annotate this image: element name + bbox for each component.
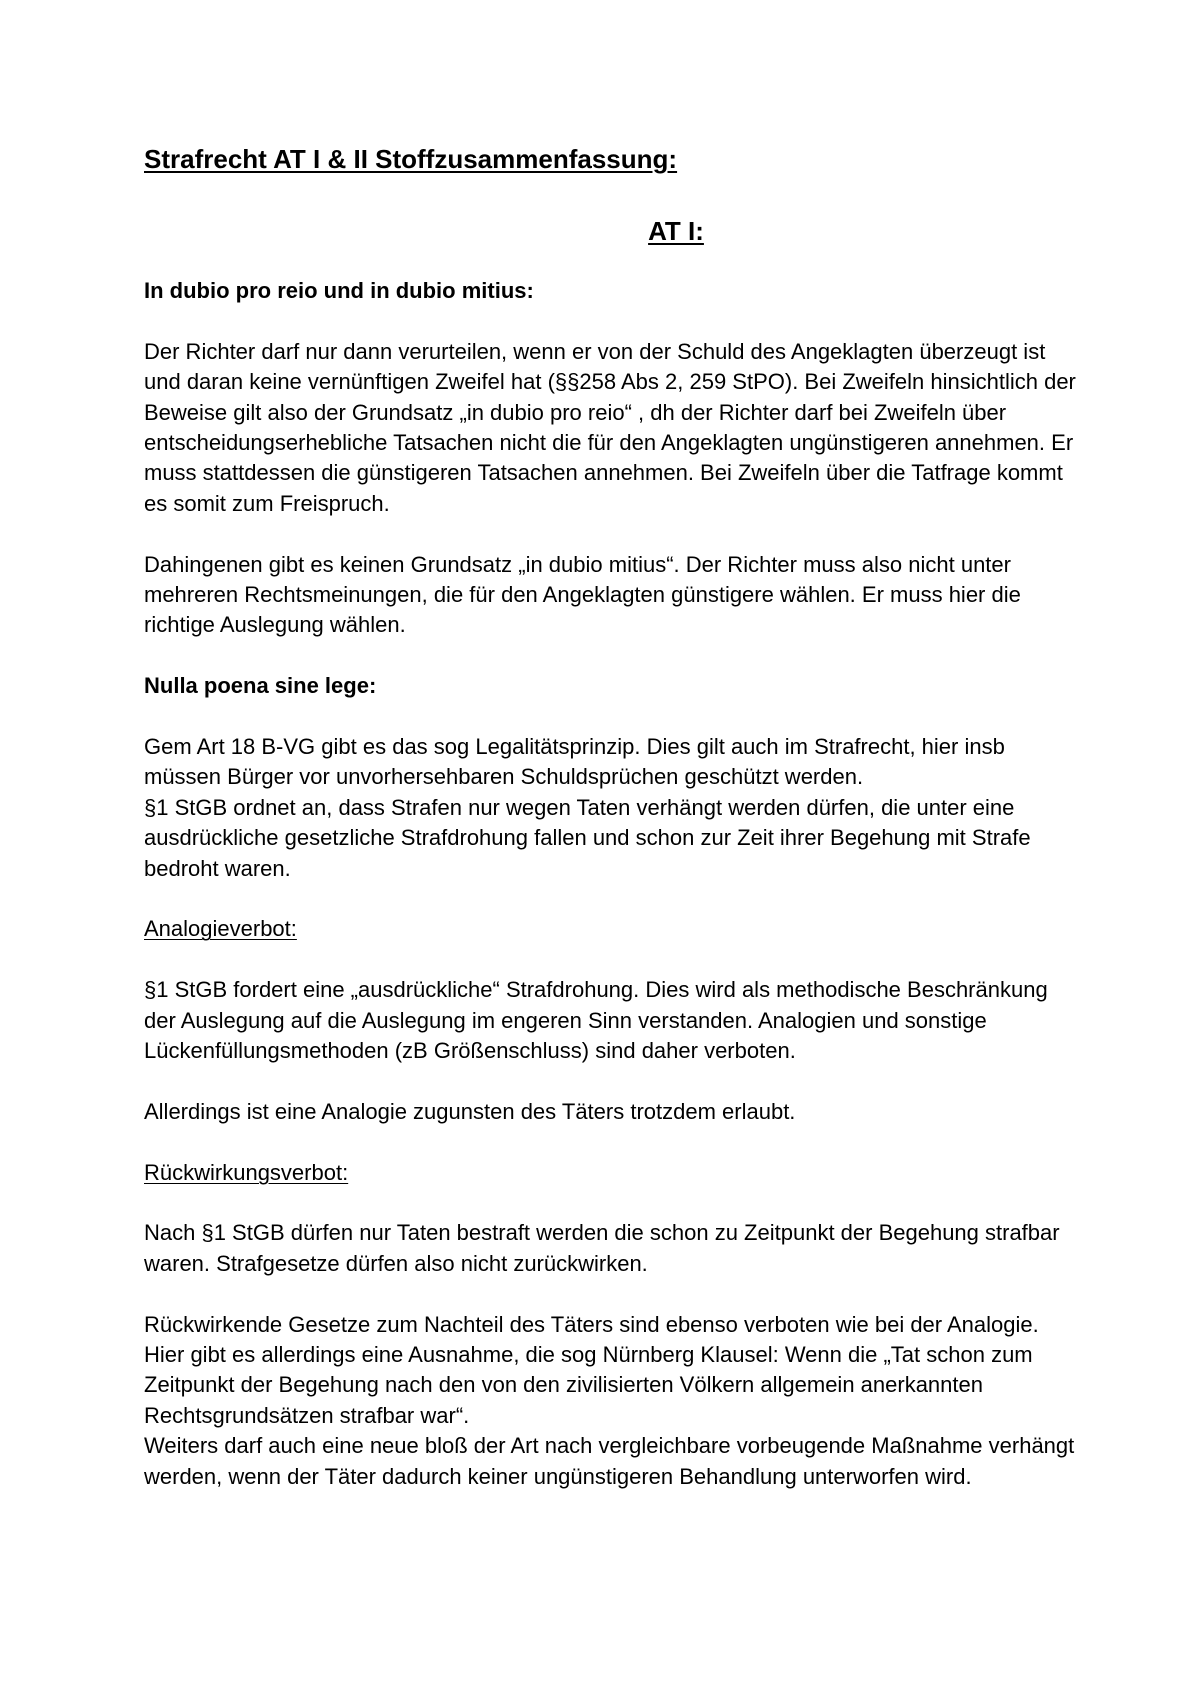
paragraph-richter-verurteilen: Der Richter darf nur dann verurteilen, wenn er von der Schuld des Angeklagten überzeugt ist und daran keine vernünftigen Zweifel hat (§§258 Abs 2, 259 StPO). Bei Zweifeln hinsichtlich der Beweise gilt also der Grundsatz „in dubio pro reio“ , dh der Richter darf bei Zweifeln über entscheidungserhebliche Tatsachen nicht die für den Angeklagten ungünstigeren annehmen. Er muss stattdessen die günstigeren Tatsachen annehmen. Bei Zweifeln über die Tatfrage kommt es somit zum Freispruch.	[144, 338, 1076, 516]
paragraph-analogie-zugunsten: Allerdings ist eine Analogie zugunsten des Täters trotzdem erlaubt.	[144, 1098, 796, 1124]
paragraph-legalitaetsprinzip: Gem Art 18 B-VG gibt es das sog Legalitätsprinzip. Dies gilt auch im Strafrecht, hier insb müssen Bürger vor unvorhersehbaren Schuldsprüchen geschützt werden.	[144, 734, 1005, 790]
paragraph-stgb-1: §1 StGB ordnet an, dass Strafen nur wegen Taten verhängt werden dürfen, die unter eine ausdrückliche gesetzliche Strafdrohung fallen und schon zur Zeit ihrer Begehung mit Strafe bedroht waren.	[144, 794, 1031, 881]
paragraph-nach-stgb-1: Nach §1 StGB dürfen nur Taten bestraft werden die schon zu Zeitpunkt der Begehung strafbar waren. Strafgesetze dürfen also nicht zurückwirken.	[144, 1220, 1060, 1276]
document-title: Strafrecht AT I & II Stoffzusammenfassung:	[144, 144, 678, 174]
paragraph-in-dubio-mitius: Dahingenen gibt es keinen Grundsatz „in dubio mitius“. Der Richter muss also nicht unter mehreren Rechtsmeinungen, die für den Angeklagten günstigere wählen. Er muss hier die richtige Auslegung wählen.	[144, 551, 1021, 638]
heading-nulla-poena: Nulla poena sine lege:	[144, 673, 377, 699]
subheading-rueckwirkungsverbot: Rückwirkungsverbot:	[144, 1159, 349, 1185]
heading-in-dubio: In dubio pro reio und in dubio mitius:	[144, 278, 534, 303]
paragraph-ausdrueckliche-strafdrohung: §1 StGB fordert eine „ausdrückliche“ Strafdrohung. Dies wird als methodische Beschränkung der Auslegung auf die Auslegung im engeren Sinn verstanden. Analogien und sonstige Lückenfüllungsmethoden (zB Größenschluss) sind daher verboten.	[144, 977, 1048, 1064]
paragraph-vorbeugende-massnahme: Weiters darf auch eine neue bloß der Art nach vergleichbare vorbeugende Maßnahme verhängt werden, wenn der Täter dadurch keiner ungünstigeren Behandlung unterworfen wird.	[144, 1433, 1075, 1489]
document-body	[144, 142, 1084, 1492]
paragraph-nuernberg-klausel: Rückwirkende Gesetze zum Nachteil des Täters sind ebenso verboten wie bei der Analogie. Hier gibt es allerdings eine Ausnahme, die sog Nürnberg Klausel: Wenn die „Tat schon zum Zeitpunkt der Begehung nach den von den zivilisierten Völkern allgemein anerkannten Rechtsgrundsätzen strafbar war“.	[144, 1311, 1039, 1428]
section-title: AT I:	[648, 216, 704, 246]
subheading-analogieverbot: Analogieverbot:	[144, 916, 297, 942]
